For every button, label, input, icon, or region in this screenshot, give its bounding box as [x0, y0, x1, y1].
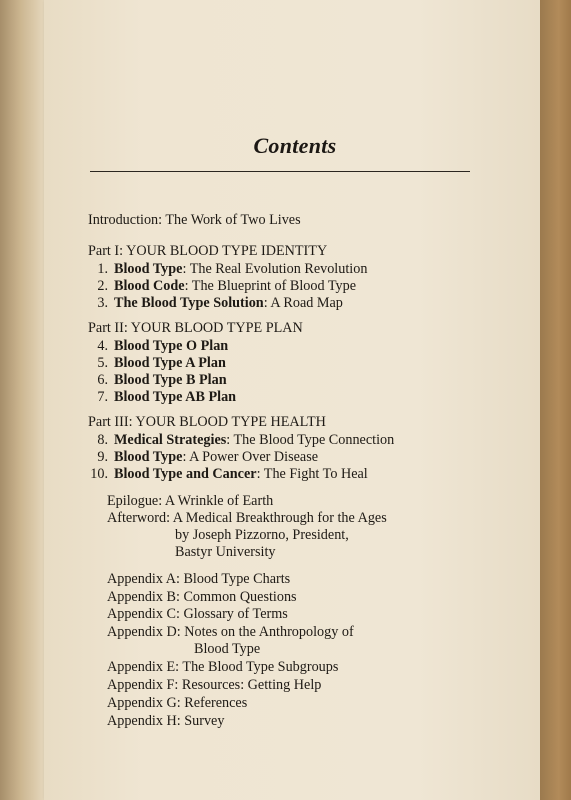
toc-appendix-h: Appendix H: Survey	[107, 713, 225, 729]
chapter-number: 1.	[97, 261, 108, 277]
toc-chapter-9	[88, 449, 318, 466]
chapter-title-rest: : The Real Evolution Revolution	[182, 261, 368, 277]
chapter-title-bold: Medical Strategies	[114, 432, 227, 448]
toc-afterword-line-2: by Joseph Pizzorno, President,	[175, 527, 349, 543]
chapter-title-bold: Blood Type and Cancer	[114, 466, 257, 482]
chapter-title-rest: : The Blueprint of Blood Type	[184, 278, 357, 294]
title-rule	[90, 171, 470, 172]
toc-appendix-e: Appendix E: The Blood Type Subgroups	[107, 659, 339, 675]
chapter-title-bold: Blood Code	[114, 278, 185, 294]
toc-chapter-5	[88, 355, 226, 372]
toc-chapter-6	[88, 372, 227, 389]
chapter-title-bold: The Blood Type Solution	[114, 295, 264, 311]
toc-epilogue: Epilogue: A Wrinkle of Earth	[107, 493, 274, 509]
chapter-number: 6.	[97, 372, 108, 388]
toc-chapter-1	[88, 261, 367, 278]
chapter-title-bold: Blood Type A Plan	[114, 355, 226, 371]
toc-entry-introduction: Introduction: The Work of Two Lives	[88, 212, 301, 228]
chapter-title-bold: Blood Type AB Plan	[114, 389, 237, 405]
toc-appendix-d: Appendix D: Notes on the Anthropology of	[107, 624, 354, 640]
toc-chapter-2	[88, 278, 356, 295]
chapter-number: 9.	[97, 449, 108, 465]
chapter-number: 3.	[97, 295, 108, 311]
chapter-title-rest: : A Road Map	[263, 295, 343, 311]
toc-part-1: Part I: YOUR BLOOD TYPE IDENTITY	[88, 243, 328, 259]
chapter-title-bold: Blood Type	[114, 261, 183, 277]
toc-appendix-c: Appendix C: Glossary of Terms	[107, 606, 288, 622]
toc-part-3: Part III: YOUR BLOOD TYPE HEALTH	[88, 414, 326, 430]
chapter-number: 2.	[97, 278, 108, 294]
toc-appendix-g: Appendix G: References	[107, 695, 248, 711]
toc-afterword: Afterword: A Medical Breakthrough for the Ages	[107, 510, 387, 526]
chapter-title-bold: Blood Type	[114, 449, 183, 465]
toc-appendix-a: Appendix A: Blood Type Charts	[107, 571, 291, 587]
chapter-number: 5.	[97, 355, 108, 371]
chapter-title-rest: : The Fight To Heal	[256, 466, 368, 482]
toc-part-2: Part II: YOUR BLOOD TYPE PLAN	[88, 320, 303, 336]
chapter-title-bold: Blood Type O Plan	[114, 338, 229, 354]
toc-chapter-8	[88, 432, 394, 449]
toc-chapter-10	[88, 466, 368, 483]
toc-chapter-7	[88, 389, 236, 406]
chapter-title-rest: : A Power Over Disease	[182, 449, 319, 465]
toc-appendix-b: Appendix B: Common Questions	[107, 589, 297, 605]
book-spine-edge	[0, 0, 44, 800]
toc-afterword-line-3: Bastyr University	[175, 544, 276, 560]
chapter-number: 4.	[97, 338, 108, 354]
chapter-title-rest: : The Blood Type Connection	[226, 432, 395, 448]
chapter-number: 8.	[97, 432, 108, 448]
chapter-number: 10.	[90, 466, 108, 482]
toc-chapter-3	[88, 295, 343, 312]
chapter-title-bold: Blood Type B Plan	[114, 372, 227, 388]
toc-appendix-f: Appendix F: Resources: Getting Help	[107, 677, 322, 693]
page-title: Contents	[253, 133, 337, 158]
toc-appendix-d-line-2: Blood Type	[194, 641, 261, 657]
toc-chapter-4	[88, 338, 228, 355]
table-surface	[540, 0, 571, 800]
chapter-number: 7.	[97, 389, 108, 405]
